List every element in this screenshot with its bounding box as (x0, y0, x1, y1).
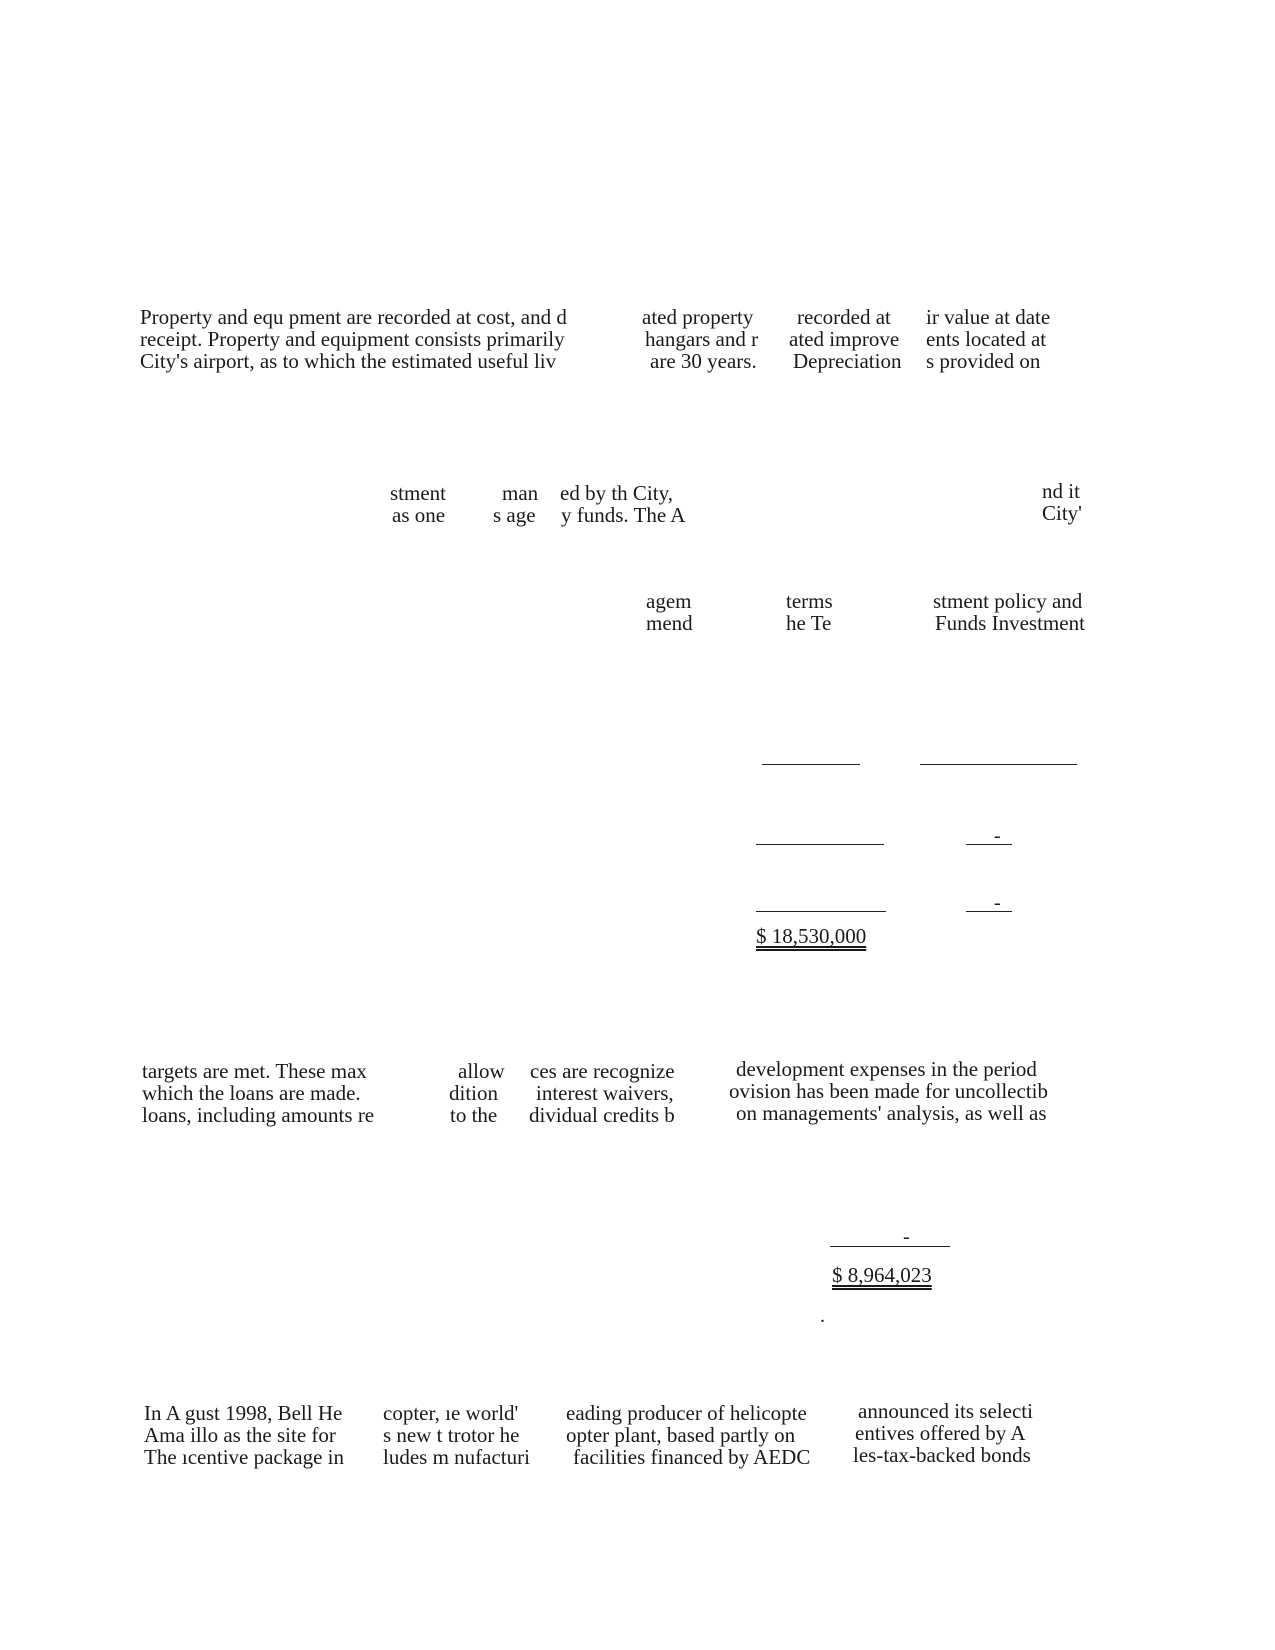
text-line: Property and equ pment are recorded at cost, and d (140, 305, 567, 329)
text-line: ces are recognize (530, 1059, 675, 1083)
text-line: announced its selecti (858, 1399, 1033, 1423)
text-line: ed by th City, (560, 481, 673, 505)
text-line: man (502, 481, 539, 505)
text-line: are 30 years. (650, 349, 757, 373)
text-line: y funds. The A (561, 503, 686, 527)
text-line: ated property (642, 305, 754, 329)
dash-value: - (903, 1226, 910, 1248)
text-line: ovision has been made for uncollectib (729, 1079, 1048, 1103)
text-line: interest waivers, (536, 1081, 674, 1105)
text-line: In A gust 1998, Bell He (144, 1401, 343, 1425)
column-rule (756, 911, 886, 912)
text-line: s new t trotor he (383, 1423, 520, 1447)
text-line: mend (646, 611, 693, 635)
column-rule (756, 844, 884, 845)
text-line: development expenses in the period (736, 1057, 1037, 1081)
text-line: recorded at (797, 305, 891, 329)
text-line: he Te (786, 611, 832, 635)
text-line: ir value at date (926, 305, 1051, 329)
total-amount: $ 8,964,023 (832, 1263, 932, 1287)
text-line: to the (450, 1103, 498, 1127)
dash-value: - (994, 892, 1001, 914)
text-line: which the loans are made. (142, 1081, 361, 1105)
text-line: eading producer of helicopte (566, 1401, 807, 1425)
dash-value: - (994, 825, 1001, 847)
text-line: allow (458, 1059, 505, 1083)
text-line: City's airport, as to which the estimated useful liv (140, 349, 557, 373)
text-line: stment (390, 481, 446, 505)
text-line: The ıcentive package in (144, 1445, 344, 1469)
column-rule (762, 764, 860, 765)
text-line: hangars and r (645, 327, 759, 351)
text-line: targets are met. These max (142, 1059, 367, 1083)
text-line: s age (493, 503, 536, 527)
text-line: stment policy and (933, 589, 1083, 613)
text-line: opter plant, based partly on (566, 1423, 796, 1447)
text-line: nd it (1042, 479, 1080, 503)
text-line: terms (786, 589, 833, 613)
text-line: facilities financed by AEDC (573, 1445, 811, 1469)
total-amount: $ 18,530,000 (756, 924, 867, 948)
column-rule (920, 764, 1077, 765)
text-line: copter, ıe world' (383, 1401, 519, 1425)
text-line: receipt. Property and equipment consists primarily (140, 327, 565, 351)
stray-mark: . (820, 1305, 825, 1327)
text-line: loans, including amounts re (142, 1103, 375, 1127)
text-line: Funds Investment (935, 611, 1085, 635)
text-line: dividual credits b (529, 1103, 675, 1127)
text-line: as one (392, 503, 446, 527)
text-line: s provided on (926, 349, 1041, 373)
text-line: ents located at (926, 327, 1047, 351)
text-line: ated improve (789, 327, 900, 351)
text-line: les-tax-backed bonds (853, 1443, 1031, 1467)
text-line: City' (1042, 501, 1082, 525)
text-line: dition (449, 1081, 499, 1105)
text-line: agem (646, 589, 692, 613)
text-line: Depreciation (793, 349, 902, 373)
column-rule (830, 1246, 950, 1247)
column-rule (966, 911, 1012, 912)
text-line: on managements' analysis, as well as (736, 1101, 1047, 1125)
text-line: ludes m nufacturi (383, 1445, 530, 1469)
text-line: Ama illo as the site for (144, 1423, 336, 1447)
column-rule (966, 844, 1012, 845)
text-line: entives offered by A (855, 1421, 1026, 1445)
